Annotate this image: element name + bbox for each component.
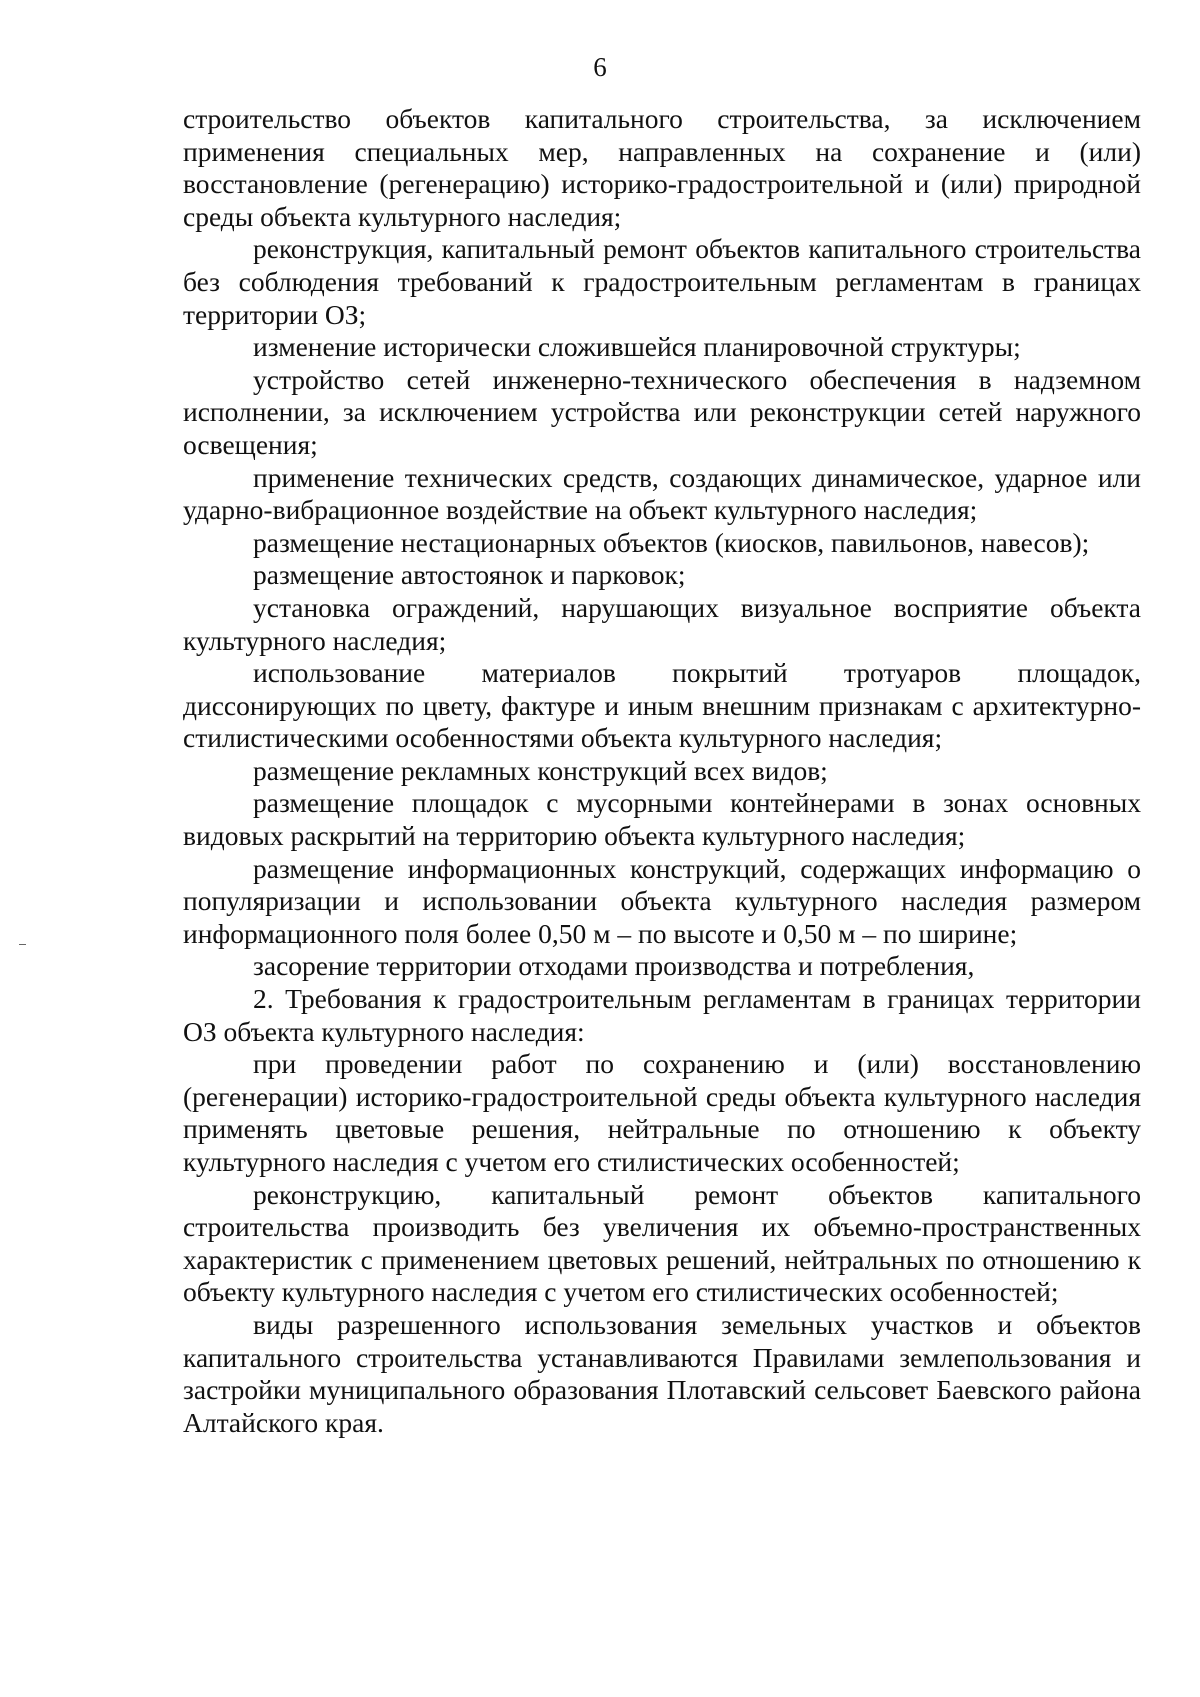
page-number: 6 <box>593 52 607 82</box>
paragraph: засорение территории отходами производства и потребления, <box>253 950 975 982</box>
paragraph: установка ограждений, нарушающих визуальное восприятие объекта культурного наследия; <box>183 591 1141 656</box>
paragraph: изменение исторически сложившейся планировочной структуры; <box>253 331 1021 363</box>
paragraph: размещение автостоянок и парковок; <box>253 559 686 591</box>
paragraph: размещение площадок с мусорными контейнерами в зонах основных видовых раскрытий на территорию объекта культурного наследия; <box>183 787 1141 852</box>
paragraph: строительство объектов капитального строительства, за исключением применения специальных мер, направленных на сохранение и (или) восстановление (регенерацию) историко-градостроительной и (или) природной среды объекта культурного наследия; <box>183 103 1141 232</box>
paragraph: реконструкция, капитальный ремонт объектов капитального строительства без соблюдения требований к градостроительным регламентам в границах территории ОЗ; <box>183 233 1141 330</box>
paragraph: использование материалов покрытий тротуаров площадок, диссонирующих по цвету, фактуре и иным внешним признакам с архитектурно-стилистическими особенностями объекта культурного наследия; <box>183 657 1141 754</box>
paragraph: размещение рекламных конструкций всех видов; <box>253 754 828 786</box>
document-body <box>183 103 1141 1439</box>
paragraph: виды разрешенного использования земельных участков и объектов капитального строительства устанавливаются Правилами землепользования и застройки муниципального образования Плотавский сельсовет Баевского района Алтайского края. <box>183 1308 1141 1438</box>
paragraph: размещение нестационарных объектов (киосков, павильонов, навесов); <box>253 526 1090 558</box>
section-heading: 2. Требования к градостроительным регламентам в границах территории ОЗ объекта культурного наследия: <box>183 983 1141 1047</box>
scan-margin-mark <box>19 944 26 945</box>
paragraph: реконструкцию, капитальный ремонт объектов капитального строительства производить без увеличения их объемно-пространственных характеристик с применением цветовых решений, нейтральных по отношению к объекту культурного наследия с учетом его стилистических особенностей; <box>183 1178 1141 1308</box>
paragraph: размещение информационных конструкций, содержащих информацию о популяризации и использовании объекта культурного наследия размером информационного поля более 0,50 м – по высоте и 0,50 м – по ширине; <box>183 852 1141 949</box>
paragraph: устройство сетей инженерно-технического обеспечения в надземном исполнении, за исключением устройства или реконструкции сетей наружного освещения; <box>183 363 1141 460</box>
paragraph: при проведении работ по сохранению и (или) восстановлению (регенерации) историко-градостроительной среды объекта культурного наследия применять цветовые решения, нейтральные по отношению к объекту культурного наследия с учетом его стилистических особенностей; <box>183 1048 1141 1177</box>
paragraph: применение технических средств, создающих динамическое, ударное или ударно-вибрационное воздействие на объект культурного наследия; <box>183 461 1141 526</box>
